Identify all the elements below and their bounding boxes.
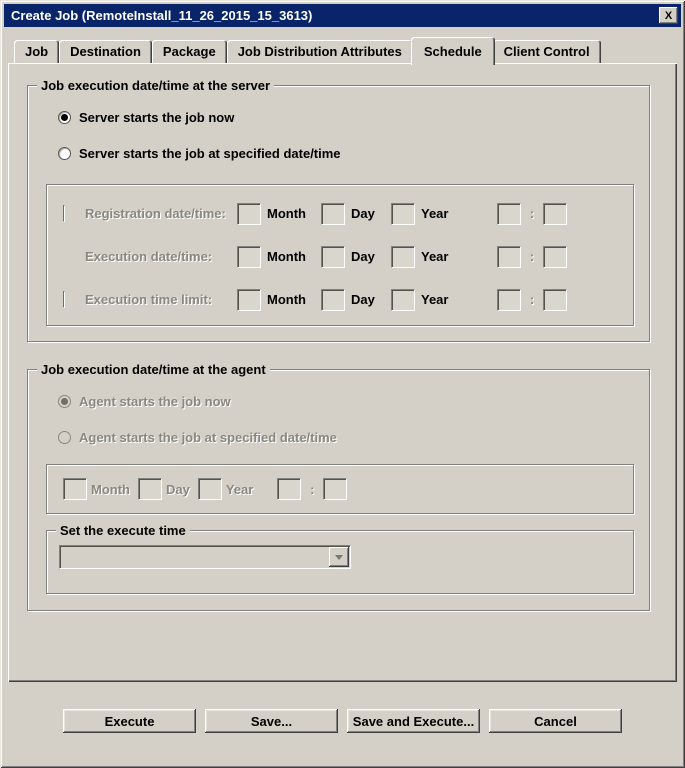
day-unit-label: Day: [165, 481, 190, 497]
tab-strip: [14, 36, 681, 63]
execution-time-limit-row: [63, 283, 623, 316]
day-unit-label: Day: [351, 249, 375, 264]
month-unit-label: Month: [267, 249, 306, 264]
day-unit-label: Day: [351, 206, 375, 221]
year-unit-label: Year: [421, 292, 449, 307]
titlebar: [4, 4, 681, 27]
hour-input: [277, 478, 301, 500]
combobox-value: [60, 546, 328, 568]
time-colon: :: [529, 206, 535, 221]
year-unit-label: Year: [421, 249, 449, 264]
tab-schedule[interactable]: [411, 37, 495, 65]
hour-input: [497, 289, 521, 311]
month-unit-label: Month: [91, 481, 130, 497]
save-and-execute-button[interactable]: Save and Execute...: [347, 709, 480, 733]
month-input: [63, 478, 87, 500]
hour-input: [497, 203, 521, 225]
tab-label: Destination: [70, 44, 141, 59]
tab-client-control[interactable]: [493, 40, 601, 63]
server-starts-now-radio[interactable]: [58, 111, 71, 124]
agent-starts-now-radio: [58, 395, 71, 408]
time-colon: :: [310, 481, 315, 497]
registration-datetime-row: [63, 197, 623, 230]
tab-label: Package: [162, 44, 216, 59]
time-colon: :: [529, 249, 535, 264]
tab-label: Schedule: [423, 43, 482, 59]
dialog-button-row: [4, 709, 681, 733]
combobox-dropdown-button: [329, 547, 349, 567]
agent-starts-now-row: [58, 390, 634, 412]
agent-starts-specified-row: [58, 426, 634, 448]
set-execute-time-group: [46, 523, 634, 594]
save-button[interactable]: Save...: [205, 709, 338, 733]
day-input: [138, 478, 162, 500]
tab-label: Client Control: [503, 44, 590, 59]
execution-time-limit-checkbox: [63, 291, 65, 308]
month-unit-label: Month: [267, 292, 306, 307]
registration-label: Registration date/time:: [85, 206, 226, 221]
agent-starts-now-label: Agent starts the job now: [79, 393, 231, 409]
agent-starts-specified-radio: [58, 431, 71, 444]
month-input: [237, 203, 261, 225]
execute-button[interactable]: Execute: [63, 709, 196, 733]
execution-datetime-label: Execution date/time:: [85, 249, 213, 264]
window-title: Create Job (RemoteInstall_11_26_2015_15_3613): [11, 8, 313, 23]
server-starts-now-label: Server starts the job now: [79, 109, 235, 125]
tab-label: Job Distribution Attributes: [237, 44, 402, 59]
close-button[interactable]: [659, 7, 678, 24]
minute-input: [543, 289, 567, 311]
chevron-down-icon: [335, 555, 343, 560]
cancel-button[interactable]: Cancel: [489, 709, 622, 733]
year-input: [391, 203, 415, 225]
hour-input: [497, 246, 521, 268]
server-starts-specified-row: [58, 142, 634, 164]
server-starts-now-row: [58, 106, 634, 128]
tab-package[interactable]: [152, 40, 227, 63]
month-unit-label: Month: [267, 206, 306, 221]
agent-datetime-fields-group: [46, 464, 634, 514]
month-input: [237, 289, 261, 311]
server-execution-group: [27, 78, 650, 342]
day-input: [321, 289, 345, 311]
tab-job-distribution-attributes[interactable]: [227, 40, 413, 63]
close-icon: X: [664, 9, 673, 22]
server-group-title: Job execution date/time at the server: [37, 78, 274, 93]
day-input: [321, 246, 345, 268]
year-unit-label: Year: [225, 481, 254, 497]
tab-destination[interactable]: [59, 40, 152, 63]
year-unit-label: Year: [421, 206, 449, 221]
schedule-tab-page: [8, 63, 677, 682]
server-starts-specified-radio[interactable]: [58, 147, 71, 160]
year-input: [391, 246, 415, 268]
execution-datetime-row: [63, 240, 623, 273]
day-input: [321, 203, 345, 225]
year-input: [391, 289, 415, 311]
execution-time-limit-label: Execution time limit:: [85, 292, 213, 307]
server-datetime-fields-group: [46, 184, 634, 326]
minute-input: [323, 478, 347, 500]
agent-starts-specified-label: Agent starts the job at specified date/time: [79, 429, 337, 445]
execute-time-combobox: [59, 545, 351, 569]
minute-input: [543, 203, 567, 225]
agent-execution-group: [27, 362, 650, 611]
registration-checkbox: [63, 205, 65, 222]
month-input: [237, 246, 261, 268]
tab-job[interactable]: [14, 40, 59, 63]
agent-group-title: Job execution date/time at the agent: [37, 362, 270, 377]
set-execute-time-title: Set the execute time: [56, 523, 190, 538]
year-input: [198, 478, 222, 500]
server-starts-specified-label: Server starts the job at specified date/time: [79, 145, 341, 161]
minute-input: [543, 246, 567, 268]
time-colon: :: [529, 292, 535, 307]
tab-label: Job: [25, 44, 49, 59]
day-unit-label: Day: [351, 292, 375, 307]
